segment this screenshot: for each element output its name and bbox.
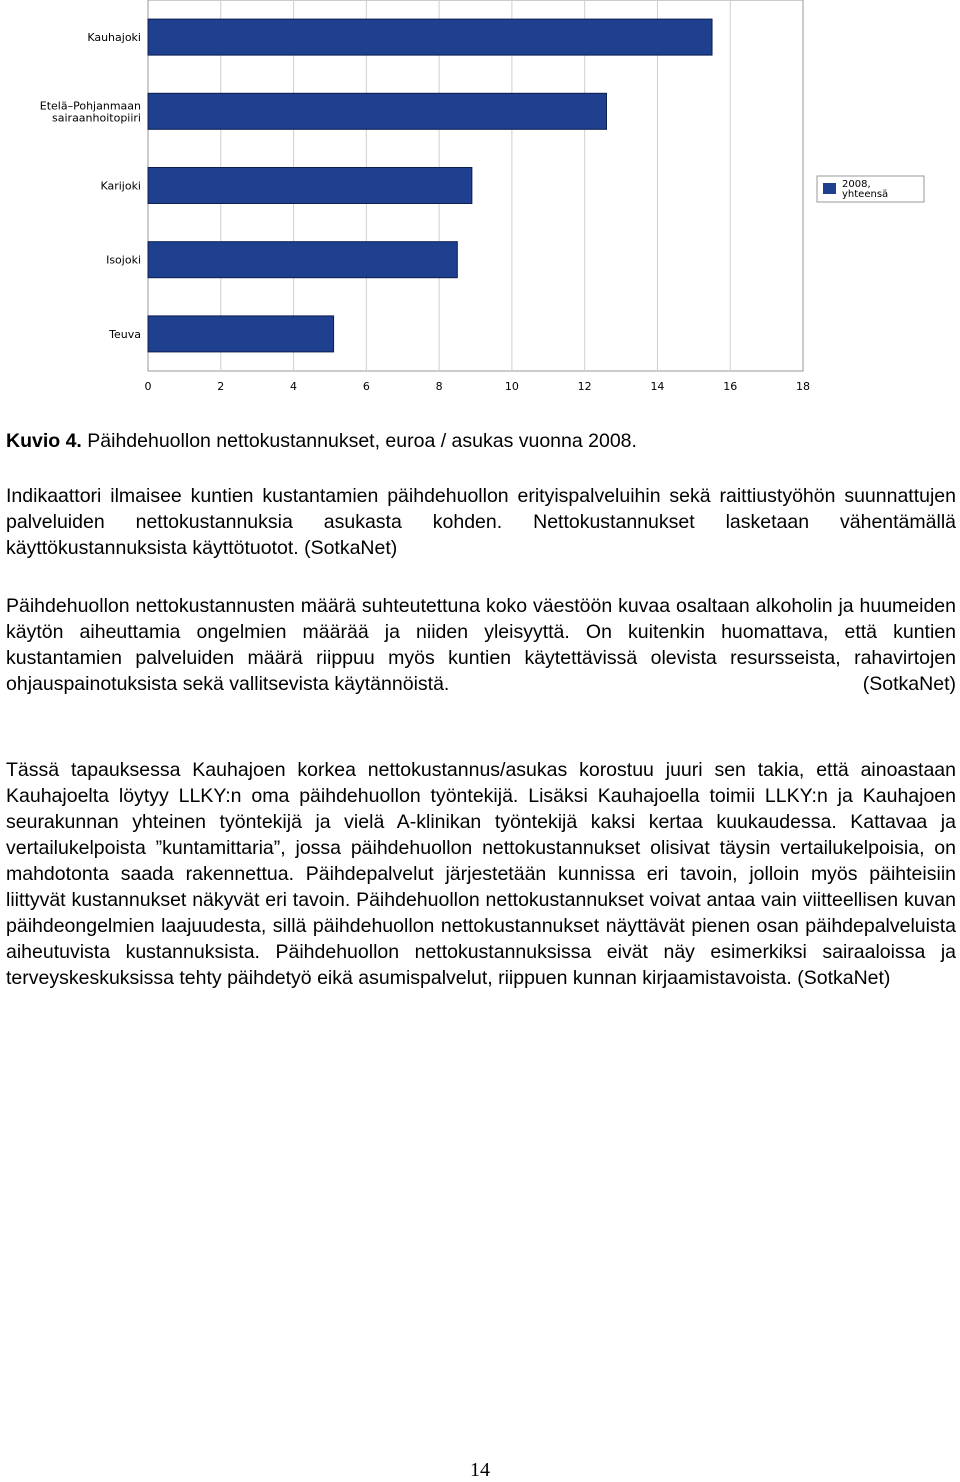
category-label: Kauhajoki xyxy=(87,31,141,45)
paragraph-kauhajoki-case: Tässä tapauksessa Kauhajoen korkea nettokustannus/asukas korostuu juuri sen takia, että ainoastaan Kauhajoelta löytyy LLKY:n oma päihdehuollon työntekijä. Lisäksi Kauhajoella toimii LLKY:n ja Kauhajoen seurakunnan yhteinen työntekijä ja vielä A-klinikan työntekijä kaksi kertaa kuukaudessa. Kattavaa ja vertailukelpoista ”kuntamittaria”, jossa päihdehuollon nettokustannukset olisivat täysin vertailukelpoisia, on mahdotonta saada rakennettua. Päihdepalvelut järjestetään kunnissa eri tavoin, jolloin myös päihteisiin liittyvät kustannukset näkyvät eri tavoin. Päihdehuollon nettokustannukset voivat antaa vain viitteellisen kuvan päihdeongelmien laajuudesta, sillä päihdehuollon nettokustannukset näyttävät pienen osan päihdepalveluista aiheutuvista kustannuksista. Päihdehuollon nettokustannuksissa eivät näy esimerkiksi sairaaloissa ja terveyskeskuksissa tehty päihdetyö eikä asumispalvelut, riippuen kunnan kirjaamistavoista. (SotkaNet) xyxy=(6,759,956,989)
chart-x-tick-labels xyxy=(145,380,811,393)
bar-chart xyxy=(0,0,960,400)
caption-text: Päihdehuollon nettokustannukset, euroa / asukas vuonna 2008. xyxy=(81,430,637,452)
x-tick-label: 4 xyxy=(290,380,298,393)
bar xyxy=(148,168,472,204)
x-tick-label: 18 xyxy=(796,380,810,393)
bar xyxy=(148,19,712,55)
page-number: 14 xyxy=(470,1459,490,1481)
caption-label: Kuvio 4. xyxy=(6,430,82,452)
legend-swatch xyxy=(823,183,836,194)
legend-label: 2008, yhteensä xyxy=(842,179,889,200)
paragraph-cost-context xyxy=(6,593,956,697)
x-tick-label: 6 xyxy=(362,380,370,393)
x-tick-label: 8 xyxy=(435,380,443,393)
x-tick-label: 14 xyxy=(650,380,665,393)
paragraph-indicator-description: Indikaattori ilmaisee kuntien kustantamien päihdehuollon erityispalveluihin sekä raittiustyöhön suunnattujen palveluiden nettokustannuksia asukasta kohden. Nettokustannukset lasketaan vähentämällä käyttökustannuksista käyttötuotot. (SotkaNet) xyxy=(6,485,956,559)
chart-bars xyxy=(148,19,712,352)
source-reference: (SotkaNet) xyxy=(862,673,956,695)
category-label: Teuva xyxy=(109,327,141,341)
bar xyxy=(148,93,607,129)
x-tick-label: 12 xyxy=(577,380,592,393)
paragraph-text: Päihdehuollon nettokustannusten määrä suhteutettuna koko väestöön kuvaa osaltaan alkoholin ja huumeiden käytön aiheuttamia ongelmien määrää ja niiden yleisyyttä. On kuitenkin huomattava, että kuntien kustantamien palveluiden määrä riippuu myös kuntien käytettävissä olevista resursseista, rahavirtojen ohjauspainotuksista sekä vallitsevista käytännöistä. xyxy=(6,595,956,695)
chart-legend xyxy=(817,176,924,202)
x-tick-label: 0 xyxy=(144,380,152,393)
x-tick-label: 2 xyxy=(217,380,225,393)
category-label: Etelä–Pohjanmaan sairaanhoitopiiri xyxy=(39,99,141,125)
bar xyxy=(148,316,334,352)
figure-caption xyxy=(6,428,956,454)
x-tick-label: 10 xyxy=(504,380,519,393)
category-label: Karijoki xyxy=(100,179,141,193)
chart-category-labels xyxy=(40,31,141,341)
category-label: Isojoki xyxy=(106,253,141,267)
x-tick-label: 16 xyxy=(723,380,738,393)
bar xyxy=(148,242,457,278)
